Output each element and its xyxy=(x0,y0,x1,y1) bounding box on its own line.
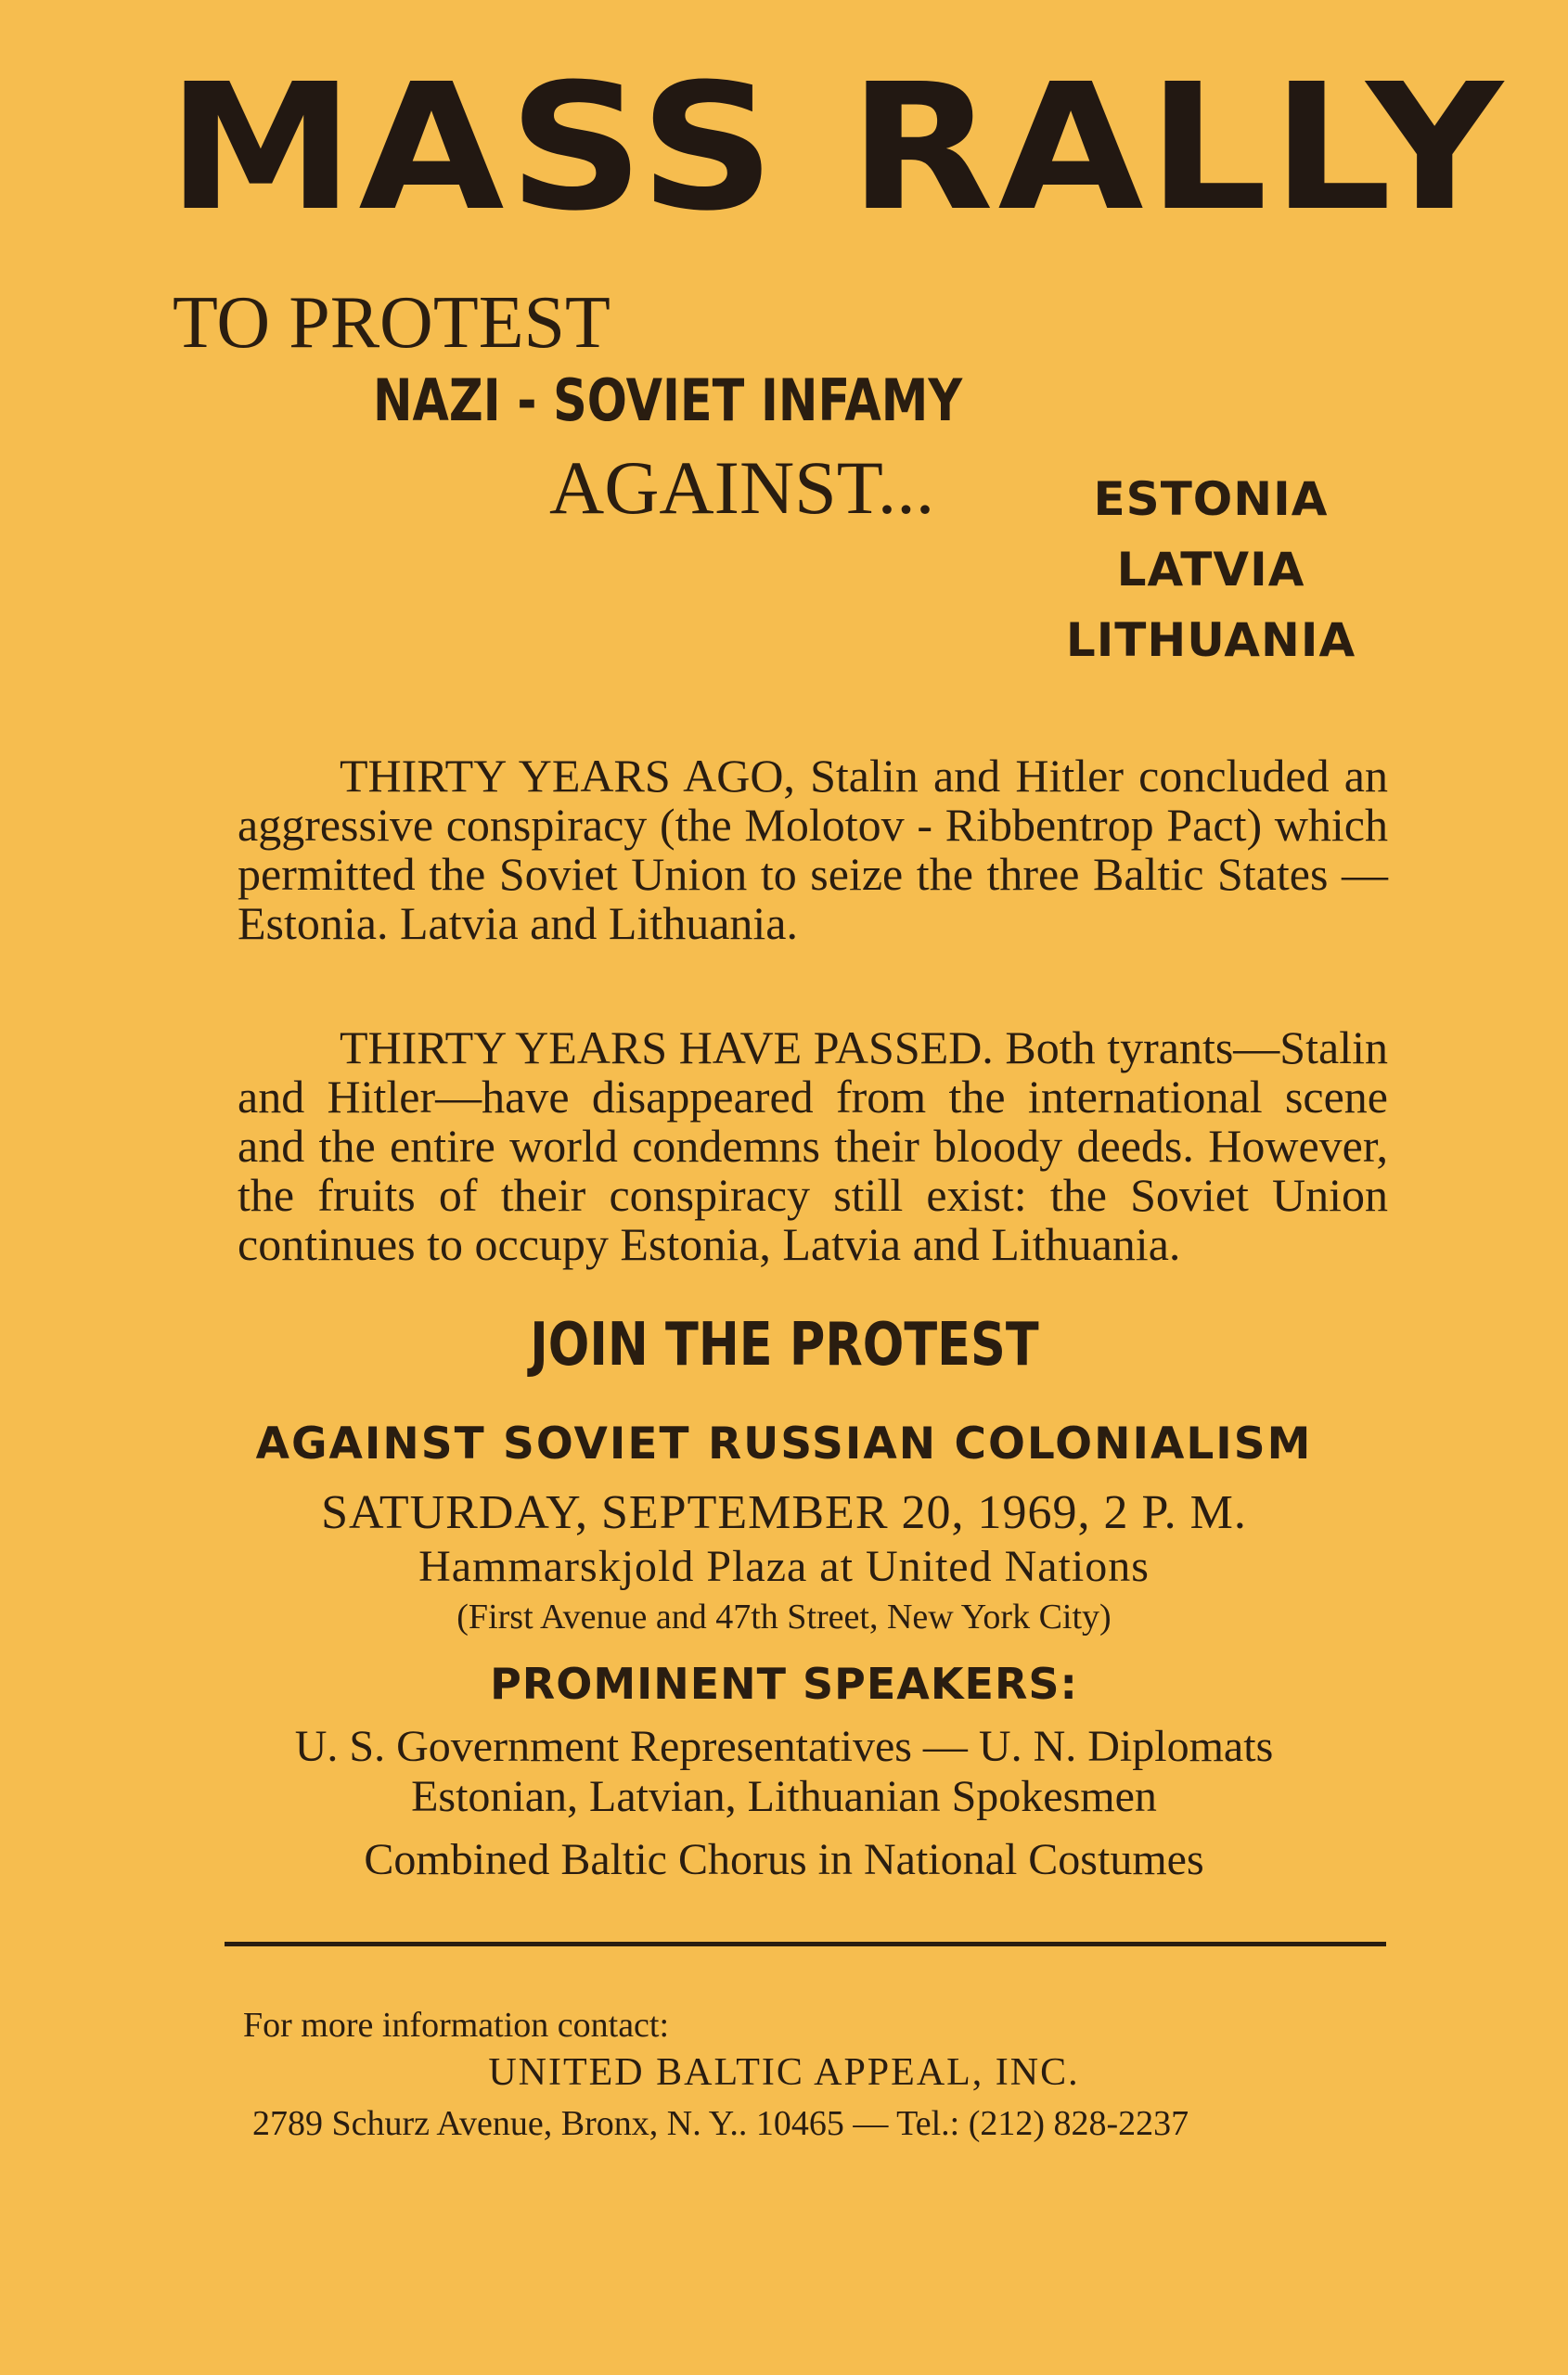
flyer-title: MASS RALLY xyxy=(167,46,1508,250)
event-date-time: SATURDAY, SEPTEMBER 20, 1969, 2 P. M. xyxy=(321,1486,1247,1539)
venue-address: (First Avenue and 47th Street, New York City) xyxy=(456,1598,1112,1637)
country-list xyxy=(1021,464,1401,675)
flyer-headline: NAZI - SOVIET INFAMY xyxy=(373,366,963,434)
country-lithuania: LITHUANIA xyxy=(1065,613,1356,667)
speaker-item: U. S. Government Representatives — U. N. Diplomats xyxy=(294,1722,1274,1771)
speaker-item: Combined Baltic Chorus in National Costumes xyxy=(364,1835,1204,1884)
against-label: AGAINST... xyxy=(549,445,935,530)
speaker-item: Estonian, Latvian, Lithuanian Spokesmen xyxy=(411,1772,1157,1821)
call-to-action xyxy=(0,1306,1568,1384)
contact-address: 2789 Schurz Avenue, Bronx, N. Y.. 10465 — Tel.: (212) 828-2237 xyxy=(252,2104,1189,2143)
organization-name: UNITED BALTIC APPEAL, INC. xyxy=(488,2051,1080,2094)
country-latvia: LATVIA xyxy=(1116,543,1305,597)
country-estonia: ESTONIA xyxy=(1093,472,1329,526)
event-venue: Hammarskjold Plaza at United Nations xyxy=(418,1542,1150,1591)
contact-label: For more information contact: xyxy=(243,2006,670,2045)
speaker-list xyxy=(0,1722,1568,1885)
call-to-action-text: JOIN THE PROTEST xyxy=(529,1311,1039,1380)
speakers-heading: PROMINENT SPEAKERS: xyxy=(490,1659,1078,1709)
cause-heading: AGAINST SOVIET RUSSIAN COLONIALISM xyxy=(255,1419,1313,1470)
flyer-subtitle: TO PROTEST xyxy=(173,282,610,364)
paragraph-thirty-years-ago: THIRTY YEARS AGO, Stalin and Hitler concluded an aggressive conspiracy (the Molotov - Ribbentrop Pact) which permitted the Soviet Union to seize the three Baltic States — Estonia. Latvia and Lithuania. xyxy=(238,750,1388,949)
paragraph-thirty-years-passed: THIRTY YEARS HAVE PASSED. Both tyrants—Stalin and Hitler—have disappeared from the international scene and the entire world condemns their bloody deeds. However, the fruits of their conspiracy still exist: the Soviet Union continues to occupy Estonia, Latvia and Lithuania. xyxy=(238,1021,1388,1270)
divider-line xyxy=(225,1942,1386,1946)
